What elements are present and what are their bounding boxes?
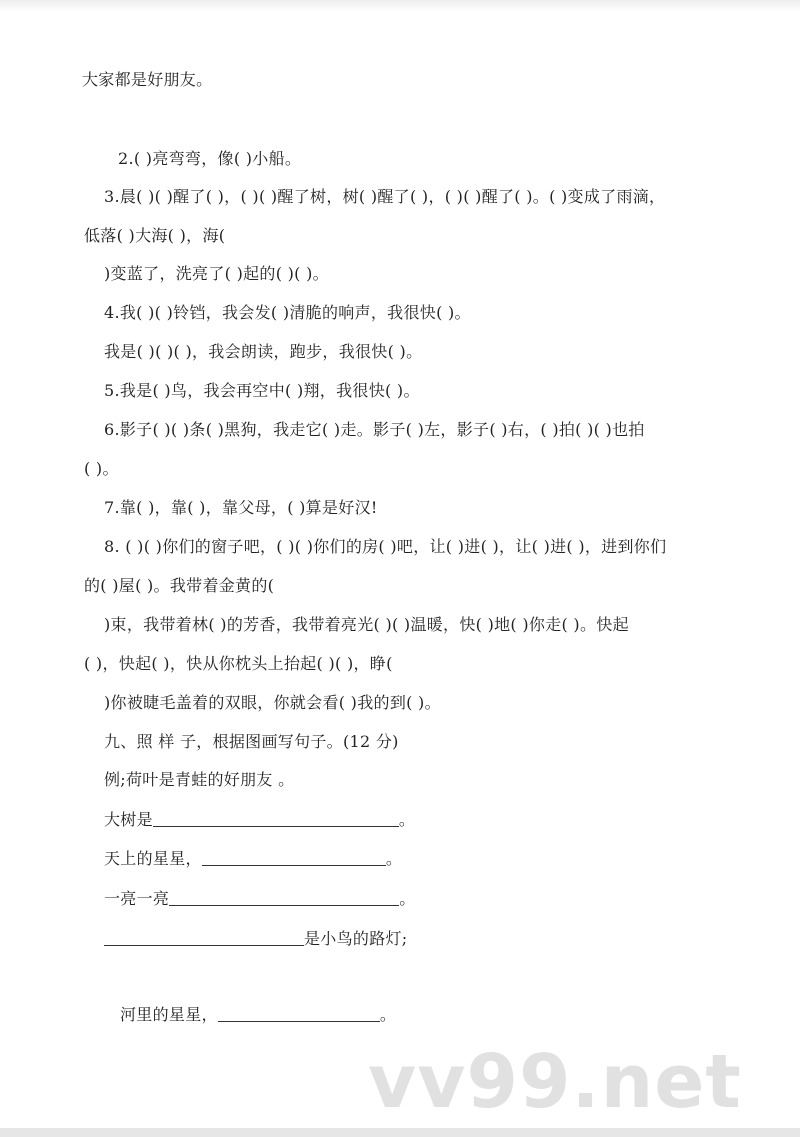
fill-in-sentence-1 [104,810,415,830]
text-line: ( )。 [84,459,119,478]
fill-in-sentence-2 [104,849,402,869]
text-line: 我是( )( )( )，我会朗读，跑步，我很快( )。 [104,342,423,361]
sentence-suffix: 。 [385,849,403,868]
fill-in-sentence-4 [104,929,408,949]
sentence-suffix: 。 [379,1005,397,1024]
sentence-suffix: 。 [399,889,416,908]
question-7: 7.靠( )，靠( )，靠父母，( )算是好汉! [104,498,378,517]
answer-blank[interactable] [153,810,399,827]
question-5: 5.我是( )鸟，我会再空中( )翔，我很快( )。 [104,381,420,400]
sentence-prefix: 大树是 [104,810,153,829]
sentence-prefix: 天上的星星， [104,849,202,868]
text-line: 低落( )大海( )，海( [84,226,226,245]
text-line: ( )，快起( )，快从你枕头上抬起( )( )，睁( [84,654,393,673]
fill-in-sentence-3 [104,889,416,909]
text-line: )束，我带着林( )的芳香，我带着亮光( )( )温暖，快( )地( )你走( )。快起 [104,615,629,634]
question-4: 4.我( )( )铃铛，我会发( )清脆的响声，我很快( )。 [104,303,471,322]
sentence-suffix: 。 [398,810,416,829]
answer-blank[interactable] [104,929,304,946]
text-line: )变蓝了，洗亮了( )起的( )( )。 [104,264,329,283]
text-line: )你被睫毛盖着的双眼，你就会看( )我的到( )。 [104,693,441,712]
question-3: 3.晨( )( )醒了( )，( )( )醒了树，树( )醒了( )，( )( )醒了( )。( )变成了雨滴， [104,187,666,206]
fill-in-sentence-5 [120,1005,396,1025]
watermark: vv99.net [368,1039,742,1125]
answer-blank[interactable] [202,849,386,866]
sentence-suffix: 是小鸟的路灯; [304,929,408,948]
page-bottom-edge [0,1128,800,1137]
sentence-prefix: 一亮一亮 [104,889,170,908]
text-line: 的( )屋( )。我带着金黄的( [84,576,275,595]
sentence-prefix: 河里的星星， [120,1005,218,1024]
answer-blank[interactable] [218,1005,380,1022]
question-2: 2.( )亮弯弯，像( )小船。 [118,149,302,168]
page-top-edge [0,0,800,12]
text-line: 大家都是好朋友。 [82,70,213,89]
section-9-heading: 九、照 样 子，根据图画写句子。(12 分) [104,732,399,751]
example-sentence: 例;荷叶是青蛙的好朋友 。 [104,770,295,789]
question-8: 8. ( )( )你们的窗子吧，( )( )你们的房( )吧，让( )进( )，让( )进( )，进到你们 [104,537,667,556]
question-6: 6.影子( )( )条( )黑狗，我走它( )走。影子( )左，影子( )右，( )拍( )( )也拍 [104,420,645,439]
answer-blank[interactable] [169,889,399,906]
